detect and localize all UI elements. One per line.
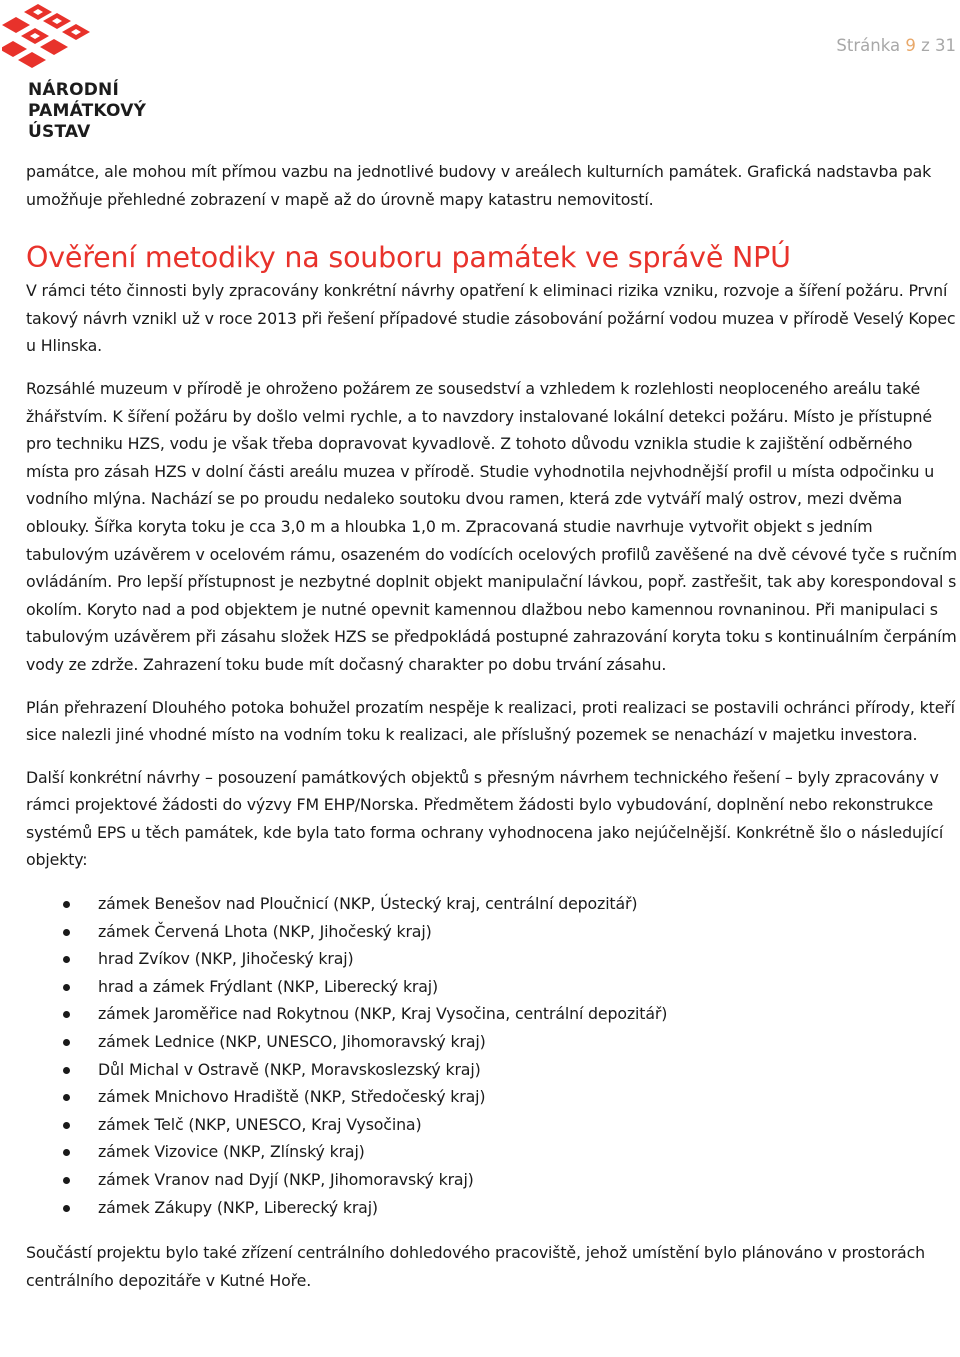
page-number: [836, 36, 956, 55]
page-number-prefix: Stránka: [836, 36, 901, 55]
list-item: zámek Vranov nad Dyjí (NKP, Jihomoravský kraj): [26, 1166, 960, 1194]
list-item: hrad Zvíkov (NKP, Jihočeský kraj): [26, 945, 960, 973]
logo-line-2: PAMÁTKOVÝ: [28, 101, 147, 121]
logo-wordmark: [28, 80, 146, 143]
list-item: zámek Zákupy (NKP, Liberecký kraj): [26, 1194, 960, 1222]
closing-paragraph: Součástí projektu bylo také zřízení centrálního dohledového pracoviště, jehož umístění bylo plánováno v prostorách centrálního depozitáře v Kutné Hoře.: [26, 1243, 925, 1290]
npu-logo: [2, 4, 172, 142]
logo-line-3: ÚSTAV: [28, 122, 91, 142]
intro-paragraph: památce, ale mohou mít přímou vazbu na jednotlivé budovy v areálech kulturních památek. Grafická nadstavba pak umožňuje přehledné zobrazení v mapě až do úrovně mapy katastru nemovitostí.: [26, 162, 932, 209]
paragraph-dam-plan: Plán přehrazení Dlouhého potoka bohužel prozatím nespěje k realizaci, proti realizaci se postavili ochránci přírody, kteří sice nalezli jiné vhodné místo na vodním toku k realizaci, ale příslušný pozemek se nenachází v majetku investora.: [26, 697, 955, 745]
list-item: zámek Benešov nad Ploučnicí (NKP, Ústecký kraj, centrální depozitář): [26, 890, 960, 918]
list-item: zámek Jaroměřice nad Rokytnou (NKP, Kraj Vysočina, centrální depozitář): [26, 1000, 960, 1028]
paragraph-museum-study: Rozsáhlé muzeum v přírodě je ohroženo požárem ze sousedství a vzhledem k rozlehlosti neoploceného areálu také žhářstvím. K šíření požáru by došlo velmi rychle, a to navzdory instalované lokální detekci požáru. Místo je přístupné pro techniku HZS, vodu je však třeba dopravovat kyvadlově. Z tohoto důvodu vznikla studie k zajištění odběrného místa pro zásah HZS v dolní části areálu muzea v přírodě. Studie vyhodnotila nejvhodnější profil u místa odpočinku u vodního mlýna. Nachází se po proudu nedaleko soutoku dvou ramen, která zde vytváří malý ostrov, mezi dvěma oblouky. Šířka koryta toku je cca 3,0 m a hloubka 1,0 m. Zpracovaná studie navrhuje vytvořit objekt s jedním tabulovým uzávěrem v ocelovém rámu, osazeném do vodících ocelových profilů zavěšené na dvě cévové tyče s ručním ovládáním. Pro lepší přístupnost je nezbytné doplnit objekt manipulační lávkou, popř. zastřešit, tak aby korespondoval s okolím. Koryto nad a pod objektem je nutné opevnit kamennou dlažbou nebo kamennou rovnaninou. Při manipulaci s tabulovým uzávěrem při zásahu složek HZS se předpokládá postupné zahrazování koryta toku s kontinuálním čerpáním vody ze zdrže. Zahrazení toku bude mít dočasný charakter po dobu trvání zásahu.: [26, 378, 958, 674]
list-item: zámek Lednice (NKP, UNESCO, Jihomoravský kraj): [26, 1028, 960, 1056]
list-item: zámek Telč (NKP, UNESCO, Kraj Vysočina): [26, 1111, 960, 1139]
list-item: zámek Mnichovo Hradiště (NKP, Středočeský kraj): [26, 1083, 960, 1111]
npu-logo-mark-icon: [2, 4, 102, 76]
document-body: [26, 158, 960, 1294]
page-number-total: 31: [935, 36, 956, 55]
list-item: hrad a zámek Frýdlant (NKP, Liberecký kraj): [26, 973, 960, 1001]
page-number-separator: z: [921, 36, 930, 55]
section-heading: Ověření metodiky na souboru památek ve správě NPÚ: [26, 241, 791, 275]
paragraph-other-proposals: Další konkrétní návrhy – posouzení památkových objektů s přesným návrhem technického řešení – byly zpracovány v rámci projektové žádosti do výzvy FM EHP/Norska. Předmětem žádosti bylo vybudování, doplnění nebo rekonstrukce systémů EPS u těch památek, kde byla tato forma ochrany vyhodnocena jako nejúčelnější. Konkrétně šlo o následující objekty:: [26, 767, 944, 870]
paragraph-activity: V rámci této činnosti byly zpracovány konkrétní návrhy opatření k eliminaci rizika vzniku, rozvoje a šíření požáru. První takový návrh vznikl už v roce 2013 při řešení případové studie zásobování požární vodou muzea v přírodě Veselý Kopec u Hlinska.: [26, 281, 956, 356]
list-item: zámek Vizovice (NKP, Zlínský kraj): [26, 1138, 960, 1166]
logo-line-1: NÁRODNÍ: [28, 80, 119, 100]
list-item: zámek Červená Lhota (NKP, Jihočeský kraj): [26, 918, 960, 946]
objects-list: [26, 890, 960, 1221]
list-item: Důl Michal v Ostravě (NKP, Moravskoslezský kraj): [26, 1056, 960, 1084]
page-number-current: 9: [905, 36, 916, 55]
